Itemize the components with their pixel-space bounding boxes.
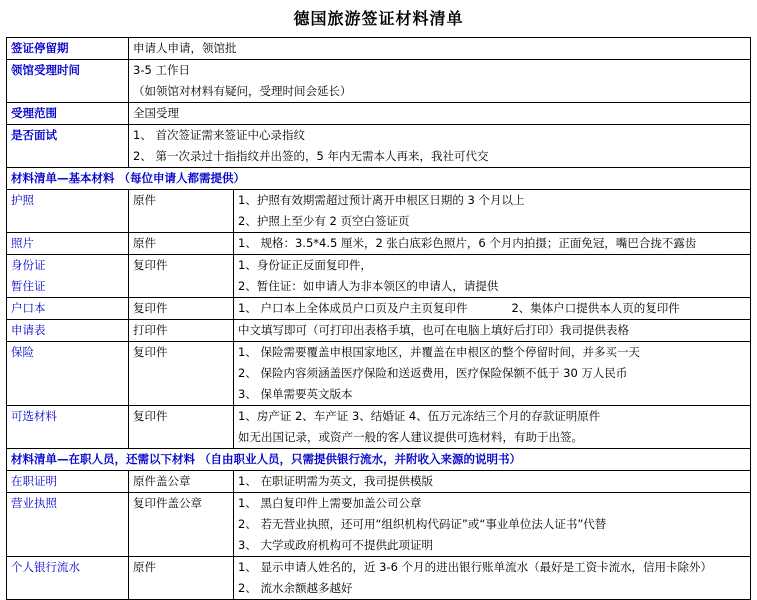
info-row — [7, 125, 751, 168]
material-requirements — [234, 320, 751, 342]
material-type: 原件 — [129, 190, 234, 233]
cell-line: 1、 规格：3.5*4.5 厘米，2 张白底彩色照片，6 个月内拍摄；正面免冠，嘴巴合拢不露齿 — [238, 236, 697, 250]
material-row — [7, 233, 751, 255]
material-row — [7, 190, 751, 233]
material-requirements — [234, 406, 751, 449]
material-row — [7, 471, 751, 493]
material-row — [7, 298, 751, 320]
cell-line: 申请人申请，领馆批 — [133, 41, 237, 55]
material-name: 户口本 — [7, 298, 129, 320]
material-type: 复印件 — [129, 406, 234, 449]
cell-line: 暂住证 — [11, 279, 46, 293]
material-type: 复印件 — [129, 255, 234, 298]
material-name: 个人银行流水 — [7, 557, 129, 600]
cell-line: 2、暂住证：如申请人为非本领区的申请人，请提供 — [238, 279, 499, 293]
material-requirements — [234, 298, 751, 320]
material-type: 原件 — [129, 233, 234, 255]
cell-line: 中文填写即可（可打印出表格手填，也可在电脑上填好后打印）我司提供表格 — [238, 323, 629, 337]
material-type: 原件 — [129, 557, 234, 600]
row-key: 领馆受理时间 — [7, 60, 129, 103]
row-value — [129, 103, 751, 125]
material-name: 护照 — [7, 190, 129, 233]
material-requirements — [234, 190, 751, 233]
material-type: 复印件 — [129, 298, 234, 320]
material-type: 打印件 — [129, 320, 234, 342]
material-type: 复印件 — [129, 342, 234, 406]
section-header-row — [7, 449, 751, 471]
material-requirements — [234, 342, 751, 406]
cell-line: 1、 户口本上全体成员户口页及户主页复印件 — [238, 301, 468, 315]
row-key: 是否面试 — [7, 125, 129, 168]
row-key: 签证停留期 — [7, 38, 129, 60]
cell-line: 身份证 — [11, 258, 46, 272]
material-row — [7, 255, 751, 298]
section-header-row — [7, 168, 751, 190]
row-value — [129, 60, 751, 103]
info-row — [7, 60, 751, 103]
cell-line: 2、 保险内容须涵盖医疗保险和送返费用，医疗保险保额不低于 30 万人民币 — [238, 366, 628, 380]
material-row — [7, 342, 751, 406]
visa-checklist-table — [6, 37, 751, 600]
material-requirements — [234, 557, 751, 600]
cell-line: 1、 首次签证需来签证中心录指纹 — [133, 128, 305, 142]
cell-line: 1、房产证 2、车产证 3、结婚证 4、伍万元冻结三个月的存款证明原件 — [238, 409, 601, 423]
material-name: 在职证明 — [7, 471, 129, 493]
material-row — [7, 557, 751, 600]
material-row — [7, 406, 751, 449]
material-row — [7, 493, 751, 557]
material-name: 申请表 — [7, 320, 129, 342]
cell-line: 全国受理 — [133, 106, 179, 120]
material-row — [7, 320, 751, 342]
cell-line: 1、 黑白复印件上需要加盖公司公章 — [238, 496, 422, 510]
material-type: 复印件盖公章 — [129, 493, 234, 557]
cell-line: 1、 在职证明需为英文，我司提供模版 — [238, 474, 433, 488]
material-type: 原件盖公章 — [129, 471, 234, 493]
material-name: 营业执照 — [7, 493, 129, 557]
section-header: 材料清单—在职人员，还需以下材料 （自由职业人员，只需提供银行流水，并附收入来源的说明书） — [7, 449, 751, 471]
cell-line: 3-5 工作日 — [133, 63, 190, 77]
row-value — [129, 125, 751, 168]
info-row — [7, 38, 751, 60]
cell-line: 1、 显示申请人姓名的，近 3-6 个月的进出银行账单流水（最好是工资卡流水，信用卡除外） — [238, 560, 713, 574]
material-name: 保险 — [7, 342, 129, 406]
material-requirements — [234, 493, 751, 557]
material-requirements — [234, 471, 751, 493]
cell-line: 3、 保单需要英文版本 — [238, 387, 353, 401]
cell-line: 2、 若无营业执照，还可用“组织机构代码证”或“事业单位法人证书”代替 — [238, 517, 607, 531]
cell-line: 1、身份证正反面复印件， — [238, 258, 372, 272]
cell-line: 2、护照上至少有 2 页空白签证页 — [238, 214, 410, 228]
cell-line: 2、 流水余额越多越好 — [238, 581, 353, 595]
cell-line: 如无出国记录，或资产一般的客人建议提供可选材料，有助于出签。 — [238, 430, 583, 444]
material-requirements — [234, 255, 751, 298]
material-requirements — [234, 233, 751, 255]
cell-line: 3、 大学或政府机构可不提供此项证明 — [238, 538, 433, 552]
material-name: 可选材料 — [7, 406, 129, 449]
cell-line: 2、集体户口提供本人页的复印件 — [511, 301, 680, 315]
cell-line: 2、 第一次录过十指指纹并出签的，5 年内无需本人再来，我社可代交 — [133, 149, 489, 163]
cell-line: 1、 保险需要覆盖申根国家地区，并覆盖在申根区的整个停留时间，并多买一天 — [238, 345, 640, 359]
material-name — [7, 255, 129, 298]
row-value — [129, 38, 751, 60]
info-row — [7, 103, 751, 125]
row-key: 受理范围 — [7, 103, 129, 125]
cell-line: （如领馆对材料有疑问，受理时间会延长） — [133, 84, 352, 98]
document-title: 德国旅游签证材料清单 — [293, 9, 464, 28]
section-header: 材料清单—基本材料 （每位申请人都需提供） — [7, 168, 751, 190]
cell-line: 1、护照有效期需超过预计离开申根区日期的 3 个月以上 — [238, 193, 525, 207]
material-name: 照片 — [7, 233, 129, 255]
